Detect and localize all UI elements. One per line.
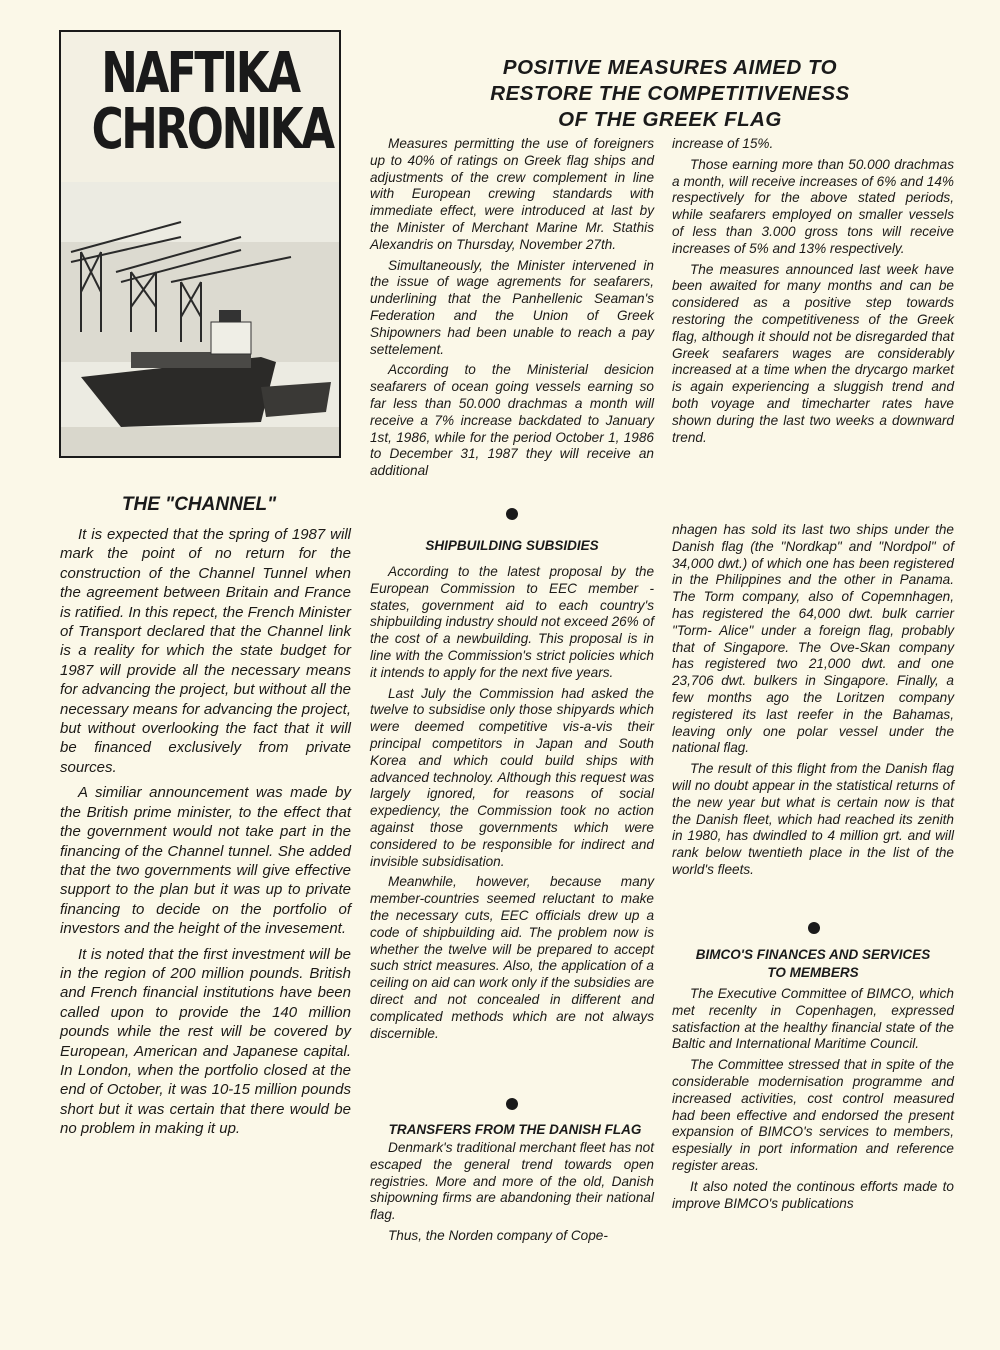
section-bullet [506,1098,518,1110]
paragraph: nhagen has sold its last two ships under the Danish flag (the "Nordkap" and "Nordpol" of 34,000 dwt.) of which one has been registered in the Philippines and the other in Panama. The Torm company, also of Copemnhagen, has registered the 64,000 dwt. bulk carrier "Torm- Alice" under a foreign flag, probably that of Singapore. The Ove-Skan company has registered two 21,000 dwt. and one 23,706 dwt. bulkers in Singapore. Finally, a few months ago the Loritzen company registered its last reefer in the Bahamas, leaving only one polar vessel under the national flag. [672,522,954,756]
masthead-title-line2: CHRONIKA [91,97,333,162]
paragraph: It is expected that the spring of 1987 will mark the point of no return for the construction of the Channel Tunnel when the agreement between Britain and France is ratified. In this repect, the French Minister of Transport declared that the Channel link is a reality for which the state budget for 1987 will provide all the necessary means for advancing the project, but without all the necessary means for advancing the project, but without overlooking the fact that it will be financed exclusively from private sources. [60,526,351,776]
masthead-title [91,41,333,162]
paragraph: Last July the Commission had asked the twelve to subsidise only those shipyards which were deemed competitive vis-a-vis their principal competitors in Japan and South Korea and which could build ships with advanced technoloy. Although this request was largely ignored, for reasons of social expediency, the Commission took no action against those governments which were considered to be responsible for indirect and invisible subsidisation. [370,685,654,869]
paragraph: Those earning more than 50.000 drachmas a month, will receive increases of 6% and 14% respectively for the above stated periods, while seafarers employed on smaller vessels of less than 3.000 gross tons will receive increases of 5% and 13% respectively. [672,156,954,256]
bimco-column [672,986,954,1216]
paragraph: It is noted that the first investment will be in the region of 200 million pounds. British and French financial institutions have been called upon to provide the 140 million pounds while the rest will be covered by European, American and Japanese capital. In London, when the portfolio closed at the end of October, it was 10-15 million pounds short but it was certain that there would be no problem in making it up. [60,945,351,1138]
paragraph: The measures announced last week have been awaited for many months and can be considered as a positive step towards restoring the competitiveness of the Greek flag, although it should not be disregarded that Greek seafarers wages are considerably increased at a time when the drycargo market is again experiencing a sluggish trend and both voyage and timecharter rates have shown during the last two weeks a downward trend. [672,261,954,445]
main-headline [400,55,940,133]
shipbuilding-title: SHIPBUILDING SUBSIDIES [425,538,599,553]
section-bullet [808,922,820,934]
paragraph: Simultaneously, the Minister intervened in the issue of wage agrements for seafarers, underlining that the Panhellenic Seaman's Federation and the Union of Greek Shipowners had been unable to reach a pay settelement. [370,257,654,357]
headline-line2: RESTORE THE COMPETITIVENESS [490,82,850,105]
danish-flag-column-left [370,1140,654,1249]
masthead-title-line1: NAFTIKA [101,41,299,106]
danish-flag-column-right [672,522,954,883]
paragraph: Meanwhile, however, because many member-countries seemed reluctant to make the necessary cuts, EEC officials drew up a code of shipbuilding aid. The problem now is whether the twelve will be prepared to accept such strict measures. Also, the application of a ceiling on aid can work only if the subsidies are direct and not concealed in different and complicated methods which are not always discernible. [370,874,654,1041]
paragraph: According to the Ministerial desicion seafarers of ocean going vessels earning so far less than 50.000 drachmas a month will receive a 7% increase backdated to January 1st, 1986, while for the period October 1, 1986 to December 31, 1987 they will receive an additional [370,362,654,479]
bimco-title-line2: TO MEMBERS [767,965,859,980]
bimco-title [672,946,954,982]
greek-flag-column-left [370,136,654,484]
paragraph: Denmark's traditional merchant fleet has not escaped the general trend towards open registries. More and more of the old, Danish shipowning firms are abandoning their national flag. [370,1140,654,1223]
paragraph: A similiar announcement was made by the British prime minister, to the effect that the government would not take part in the financing of the Channel tunnel. She added that the two governments will give effective support to the plan but it was up to private financing to decide on the portfolio of investors and the height of the invesement. [60,784,351,938]
section-bullet [506,508,518,520]
channel-column [60,525,351,1145]
paragraph: The Executive Committee of BIMCO, which met recenlty in Copenhagen, expressed satisfaction at the healthy financial state of the Baltic and International Maritime Council. [672,986,954,1052]
masthead-box [59,30,341,458]
paragraph: The Committee stressed that in spite of the considerable modernisation programme and increased activities, cost control measured had been effective and endorsed the present expansion of BIMCO's services to members, espesially in port information and reference register areas. [672,1057,954,1173]
shipbuilding-column [370,564,654,1046]
danish-flag-title: TRANSFERS FROM THE DANISH FLAG [388,1122,642,1137]
bimco-title-line1: BIMCO'S FINANCES AND SERVICES [695,947,931,962]
paragraph: According to the latest proposal by the European Commission to EEC member - states, government aid to each country's shipbuilding industry should not exceed 26% of the cost of a newbuilding. This proposal is in line with the Commission's strict policies which it intends to apply for the next five years. [370,564,654,680]
paragraph: increase of 15%. [672,136,774,151]
paragraph: Measures permitting the use of foreigners up to 40% of ratings on Greek flag ships and adjustments of the crew complement in line with European crewing standards with immediate effect, were introduced at last by the Minister of Merchant Marine Mr. Stathis Alexandris on Thursday, November 27th. [370,136,654,252]
paragraph: Thus, the Norden company of Cope- [388,1227,608,1243]
greek-flag-column-right [672,136,954,450]
paragraph: It also noted the continous efforts made to improve BIMCO's publications [672,1178,954,1211]
port-cranes-ship-photo [61,182,339,456]
headline-line1: POSITIVE MEASURES AIMED TO [502,56,838,79]
channel-title: THE "CHANNEL" [121,494,277,515]
headline-line3: OF THE GREEK FLAG [558,108,782,131]
paragraph: The result of this flight from the Danish flag will no doubt appear in the statistical returns of the new year but what is certain now is that the Danish fleet, which had reached its zenith in 1980, has dwindled to 4 million grt. and will rank below twentieth place in the list of the world's fleets. [672,761,954,877]
